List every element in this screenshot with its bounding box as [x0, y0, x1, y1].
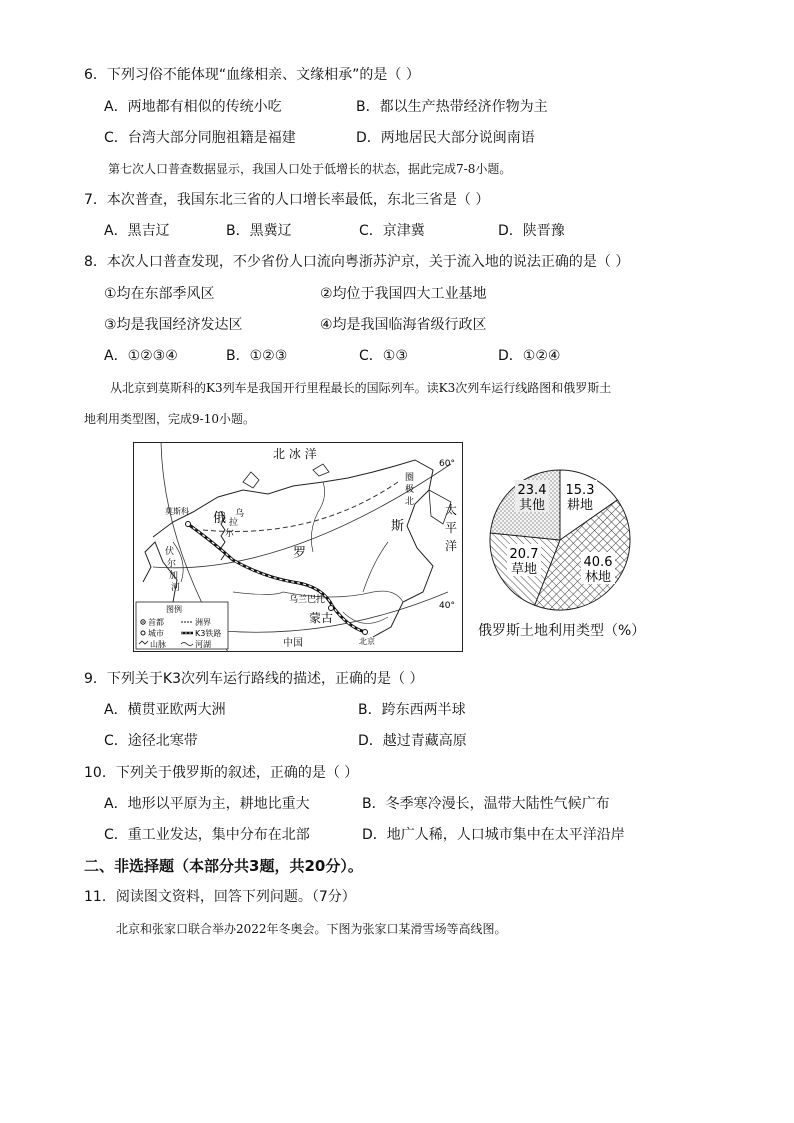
intro-9-10-line2: 地利用类型图，完成9-10小题。	[84, 412, 255, 426]
question-7-option-d: D．陕晋豫	[498, 223, 565, 239]
question-8-option-a: A．①②③④	[104, 348, 178, 364]
ulaanbaatar-label: 乌兰巴托	[289, 595, 326, 605]
lat-40-label: 40°	[439, 601, 455, 611]
question-9-option-b: B．跨东西两半球	[358, 702, 466, 718]
question-9-stem: 9．下列关于K3次列车运行路线的描述，正确的是（ ）	[84, 671, 424, 687]
russia-label: 斯	[391, 519, 405, 534]
moscow-label: 莫斯科	[165, 507, 189, 516]
ural-label: 尔	[225, 529, 235, 539]
beijing-label: 北京	[359, 637, 375, 646]
question-6-option-a: A．两地都有相似的传统小吃	[104, 99, 282, 115]
intro-7-8: 第七次人口普查数据显示，我国人口处于低增长的状态，据此完成7-8小题。	[108, 162, 512, 176]
legend-river: 河湖	[195, 640, 211, 649]
land-use-pie-chart	[480, 458, 660, 618]
question-11-intro: 北京和张家口联合举办2022年冬奥会。下图为张家口某滑雪场等高线图。	[116, 922, 507, 936]
beijing-marker	[363, 630, 368, 635]
question-8-statement-4: ④均是我国临海省级行政区	[320, 317, 487, 333]
question-10-option-c: C．重工业发达，集中分布在北部	[104, 827, 310, 843]
question-6-stem: 6．下列习俗不能体现“血缘相亲、文缘相承”的是（ ）	[84, 67, 420, 83]
mongolia-label: 蒙古	[309, 611, 334, 625]
russia-label: 俄	[213, 511, 227, 526]
question-6-option-c: C．台湾大部分同胞祖籍是福建	[104, 130, 296, 146]
pie-value-label-3: 23.4	[517, 483, 547, 498]
k3-route-map	[133, 442, 463, 652]
volga-label: 伏	[165, 547, 175, 557]
pie-category-label-3: 其他	[518, 498, 546, 513]
arctic-circle-label: 极	[405, 485, 415, 495]
ulaanbaatar-marker	[329, 606, 334, 611]
ural-label: 乌	[235, 509, 245, 519]
question-10-option-d: D．地广人稀，人口城市集中在太平洋沿岸	[362, 827, 625, 843]
question-10-option-b: B．冬季寒冷漫长，温带大陆性气候广布	[362, 796, 610, 812]
legend-k3: K3铁路	[195, 629, 222, 638]
legend-border: 洲界	[195, 618, 211, 627]
section-2-heading: 二、非选择题（本部分共3题，共20分）。	[84, 857, 363, 875]
legend-city: 城市	[148, 629, 164, 638]
map-legend	[136, 602, 228, 649]
question-7-stem: 7．本次普查，我国东北三省的人口增长率最低，东北三省是（ ）	[84, 192, 490, 208]
question-10-option-a: A．地形以平原为主，耕地比重大	[104, 796, 310, 812]
pie-category-label-1: 林地	[584, 570, 612, 585]
pie-value-label-0: 15.3	[565, 483, 595, 498]
pacific-label: 平	[445, 521, 458, 535]
pie-value-label-2: 20.7	[509, 547, 539, 562]
intro-9-10-line1: 从北京到莫斯科的K3列车是我国开行里程最长的国际列车。读K3次列车运行线路图和俄罗斯土	[110, 381, 612, 395]
question-8-statement-3: ③均是我国经济发达区	[104, 317, 243, 333]
volga-label: 尔	[167, 559, 177, 569]
legend-title: 图例	[166, 605, 182, 614]
arctic-ocean-label: 北 冰 洋	[273, 447, 317, 461]
question-8-option-b: B．①②③	[226, 348, 288, 364]
moscow-marker	[186, 522, 191, 527]
question-8-statement-1: ①均在东部季风区	[104, 286, 215, 302]
pie-value-label-1: 40.6	[583, 555, 613, 570]
pacific-label: 洋	[445, 539, 458, 553]
question-9-option-d: D．越过青藏高原	[358, 733, 467, 749]
question-7-option-b: B．黑冀辽	[226, 223, 292, 239]
question-11-stem: 11．阅读图文资料，回答下列问题。（7分）	[84, 889, 356, 905]
legend-mountain: 山脉	[150, 640, 166, 649]
question-7-option-a: A．黑吉辽	[104, 223, 170, 239]
question-6-option-b: B．都以生产热带经济作物为主	[356, 99, 548, 115]
question-8-option-c: C．①③	[359, 348, 408, 364]
pie-category-label-0: 耕地	[566, 498, 594, 513]
question-8-statement-2: ②均位于我国四大工业基地	[320, 286, 487, 302]
legend-capital: 首都	[148, 618, 164, 627]
pie-chart-title: 俄罗斯土地利用类型（%）	[478, 623, 646, 639]
pacific-label: 太	[445, 503, 458, 517]
question-6-option-d: D．两地居民大部分说闽南语	[356, 130, 535, 146]
china-label: 中国	[283, 638, 303, 649]
pie-category-label-2: 草地	[510, 562, 538, 577]
question-10-stem: 10．下列关于俄罗斯的叙述，正确的是（ ）	[84, 765, 359, 781]
volga-label: 加	[169, 571, 179, 581]
ural-label: 拉	[229, 518, 239, 528]
volga-label: 河	[171, 583, 181, 593]
question-8-option-d: D．①②④	[498, 348, 561, 364]
question-9-option-a: A．横贯亚欧两大洲	[104, 702, 226, 718]
arctic-circle-label: 北	[405, 497, 415, 507]
russia-label: 罗	[293, 546, 307, 561]
question-9-option-c: C．途径北寒带	[104, 733, 198, 749]
arctic-circle-label: 圈	[405, 473, 415, 483]
lat-60-label: 60°	[439, 459, 455, 469]
question-7-option-c: C．京津冀	[359, 223, 425, 239]
question-8-stem: 8．本次人口普查发现，不少省份人口流向粤浙苏沪京，关于流入地的说法正确的是（ ）	[84, 254, 630, 270]
